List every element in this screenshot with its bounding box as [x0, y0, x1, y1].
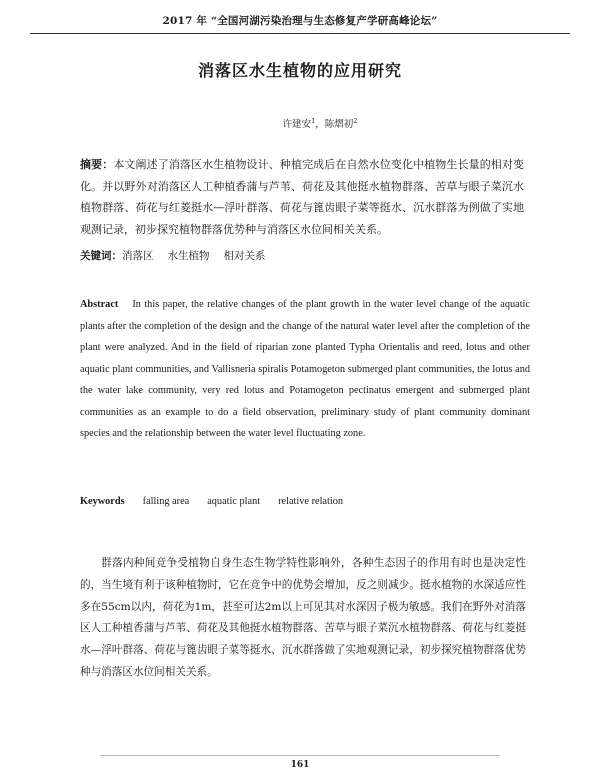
chinese-keyword: 消落区	[122, 250, 154, 262]
english-keyword: falling area	[142, 496, 190, 507]
body-paragraph: 群落内种间竞争受植物自身生态生物学特性影响外，各种生态因子的作用有时也是决定性的，当生境有利于该种植物时，它在竞争中的优势会增加，反之则减少。挺水植物的水深适应性多在55cm以内，荷花为1m，甚至可达2m以上可见其对水深因子极为敏感。我们在野外对消落区人工种植香蒲与芦苇、荷花及其他挺水植物群落、苦草与眼子菜沉水植物群落、荷花与红菱挺水—浮叶群落、荷花与篦齿眼子菜等挺水、沉水群落做了实地观测记录，初步探究植物群落优势种与消落区水位间相关关系。	[80, 557, 526, 678]
author-name-2: 陈熠初	[324, 119, 354, 130]
author-line	[0, 116, 600, 130]
author-affiliation-2: 2	[353, 116, 358, 125]
chinese-abstract	[80, 154, 524, 240]
chinese-abstract-label: 摘要	[80, 158, 103, 171]
english-keyword: relative relation	[278, 496, 344, 507]
chinese-abstract-colon: ：	[102, 158, 114, 171]
chinese-keyword: 水生植物	[167, 250, 210, 262]
paper-title: 消落区水生植物的应用研究	[197, 61, 402, 80]
chinese-keywords-label: 关键词	[80, 250, 112, 262]
page-number: 161	[290, 760, 310, 770]
chinese-keyword: 相对关系	[223, 250, 266, 262]
chinese-keywords	[80, 246, 524, 266]
english-abstract	[80, 294, 530, 445]
footer-rule	[100, 755, 500, 756]
english-keyword: aquatic plant	[207, 496, 261, 507]
english-abstract-text: In this paper, the relative changes of the plant growth in the water level change of the aquatic plants after the completion of the design and the change of the natural water level after the completion of the plant were analyzed. And in the field of riparian zone planted Typha Orientalis and reed, lotus and other aquatic plant communities, and Vallisneria spiralis Potamogeton submerged plant communities, the lotus and the water lake community, very red lotus and Potamogeton pectinatus emergent and submerged plant communities as an example to do a field observation, preliminary study of plant community dominant species and the relationship between the water level fluctuating zone.	[80, 299, 530, 439]
chinese-keywords-colon: ：	[111, 250, 122, 262]
running-header: 2017 年 “全国河湖污染治理与生态修复产学研高峰论坛”	[162, 15, 438, 27]
english-keywords-label: Keywords	[80, 496, 125, 507]
english-keywords	[80, 492, 530, 512]
author-separator: ，	[315, 119, 325, 130]
chinese-abstract-text: 本文阐述了消落区水生植物设计、种植完成后在自然水位变化中植物生长量的相对变化。并以野外对消落区人工种植香蒲与芦苇、荷花及其他挺水植物群落、苦草与眼子菜沉水植物群落、荷花与红菱挺水—浮叶群落、荷花与篦齿眼子菜等挺水、沉水群落为例做了实地观测记录，初步探究植物群落优势种与消落区水位间相关关系。	[80, 158, 525, 236]
header-rule	[30, 33, 570, 34]
english-abstract-label: Abstract	[80, 299, 119, 310]
author-affiliation-1: 1	[311, 116, 316, 125]
author-name-1: 许建安	[282, 119, 312, 130]
